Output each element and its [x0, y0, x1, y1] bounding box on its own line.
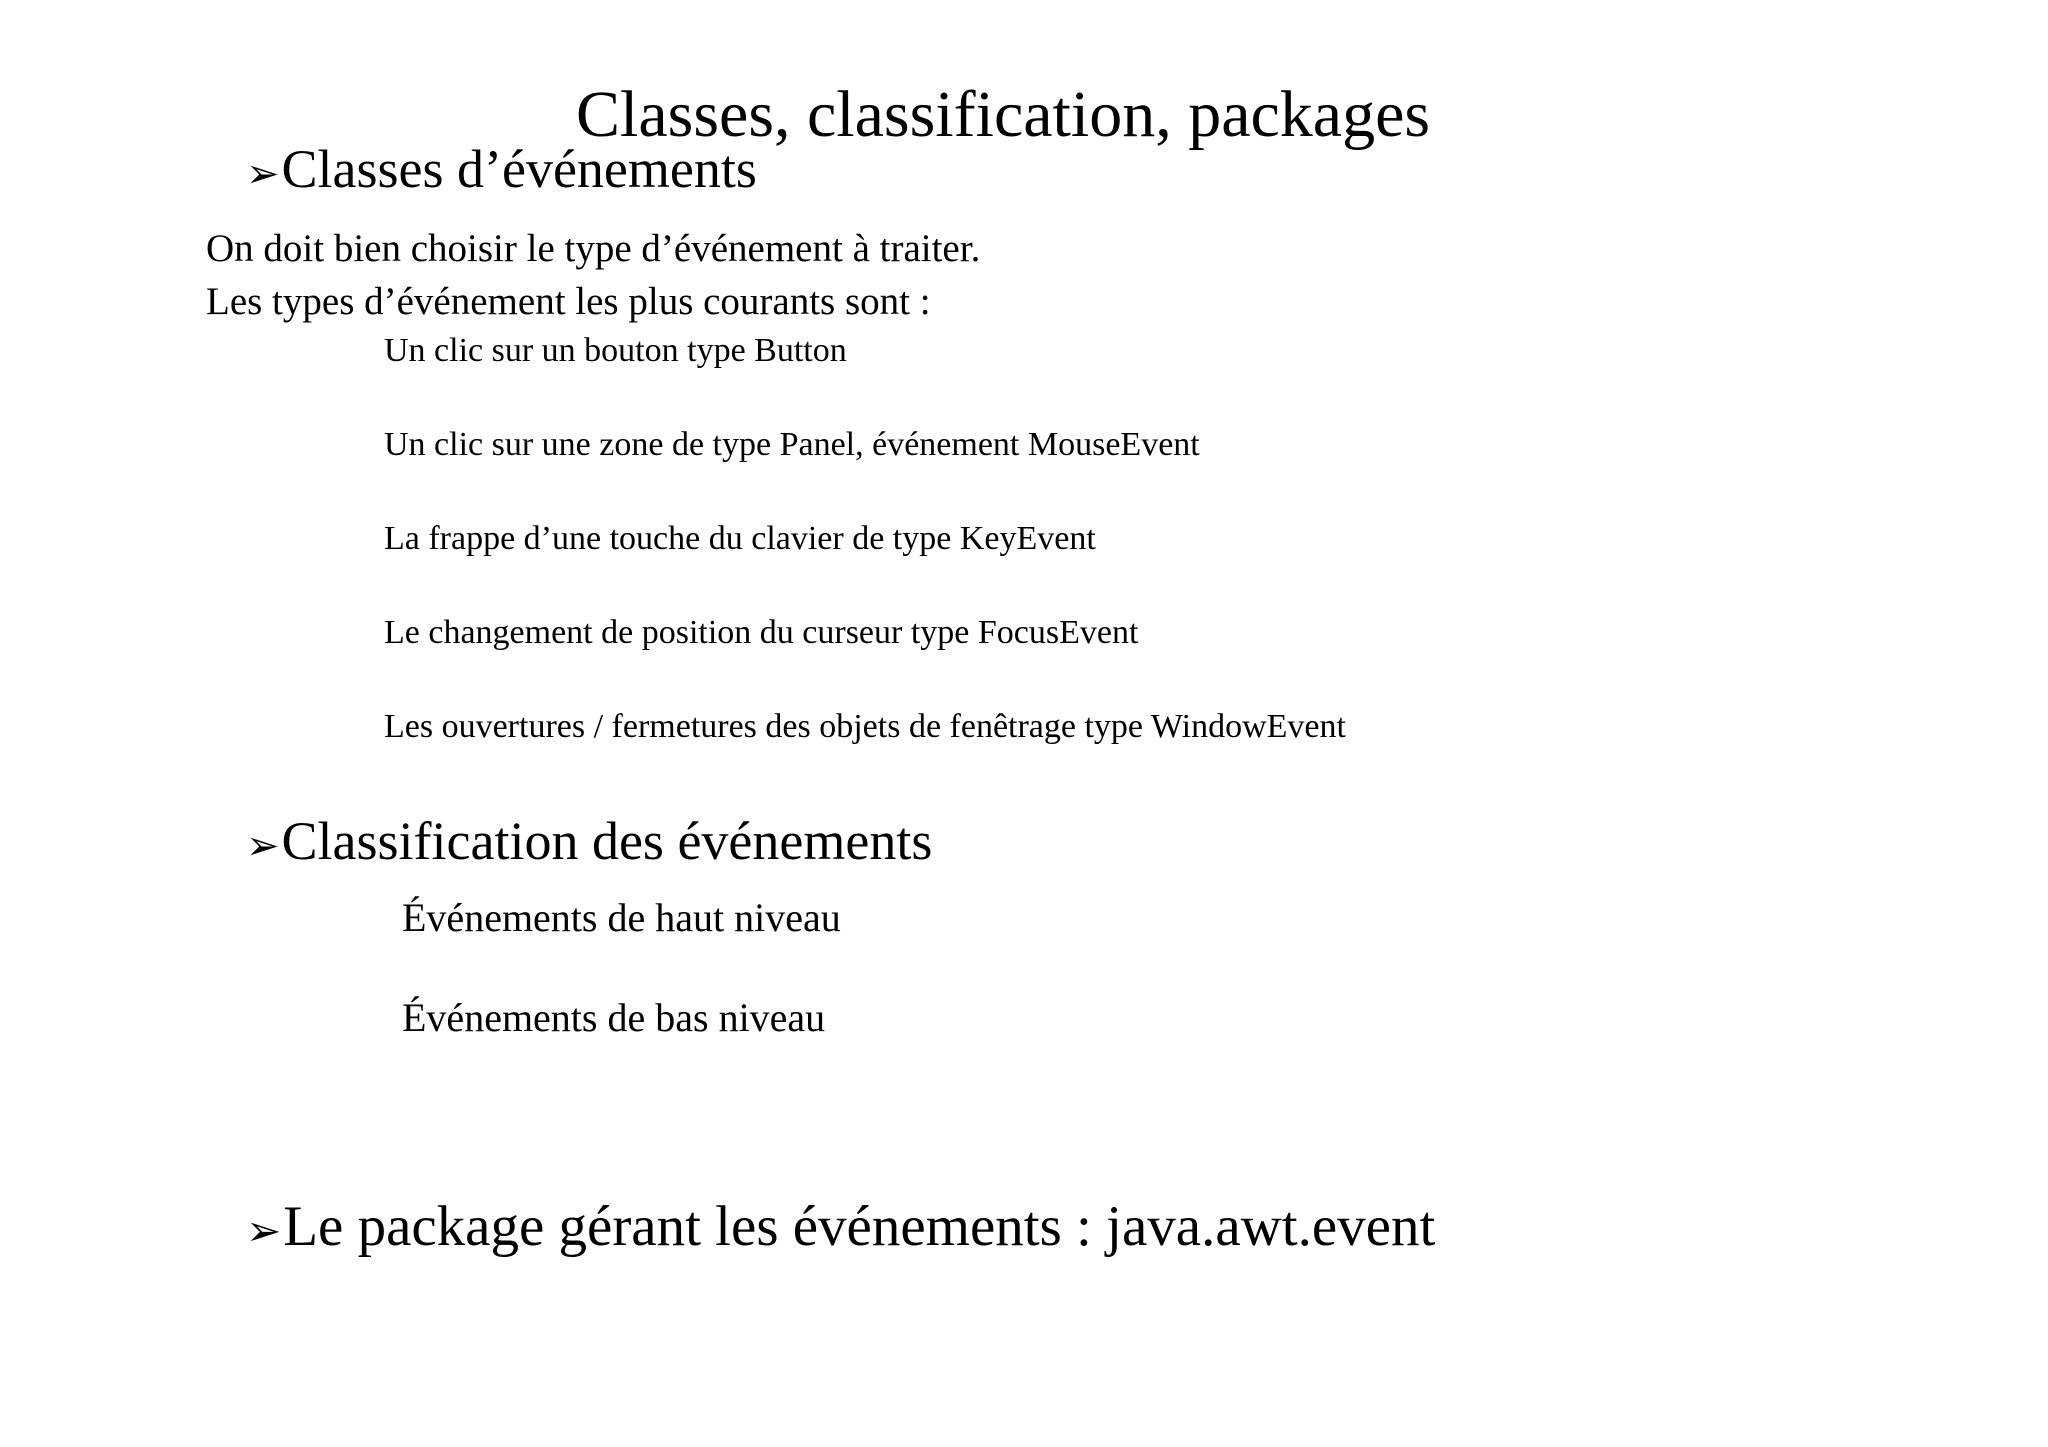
event-type-item-key: La frappe d’une touche du clavier de type KeyEvent	[384, 520, 1096, 557]
section-classes-heading-text: Classes d’événements	[281, 139, 757, 199]
classification-item-low-level: Événements de bas niveau	[402, 995, 826, 1040]
section-classification-heading	[246, 811, 933, 871]
section-package-heading-text: Le package gérant les événements : java.awt.event	[283, 1195, 1436, 1258]
event-type-item-mouse: Un clic sur une zone de type Panel, événement MouseEvent	[384, 426, 1200, 463]
slide-title: Classes, classification, packages	[576, 78, 1431, 151]
arrowhead-bullet-icon: ➢	[246, 1206, 282, 1255]
arrowhead-bullet-icon: ➢	[246, 151, 280, 197]
classification-item-high-level: Événements de haut niveau	[402, 895, 841, 940]
event-type-item-button: Un clic sur un bouton type Button	[384, 332, 847, 369]
intro-line-1: On doit bien choisir le type d’événement à traiter.	[206, 227, 981, 270]
event-type-item-window: Les ouvertures / fermetures des objets de fenêtrage type WindowEvent	[384, 708, 1346, 745]
section-package-heading	[246, 1195, 1436, 1258]
intro-line-2: Les types d’événement les plus courants sont :	[206, 280, 931, 323]
event-type-item-focus: Le changement de position du curseur type FocusEvent	[384, 614, 1139, 651]
section-classification-heading-text: Classification des événements	[281, 811, 933, 871]
section-classes-heading	[246, 139, 757, 199]
arrowhead-bullet-icon: ➢	[246, 823, 280, 869]
